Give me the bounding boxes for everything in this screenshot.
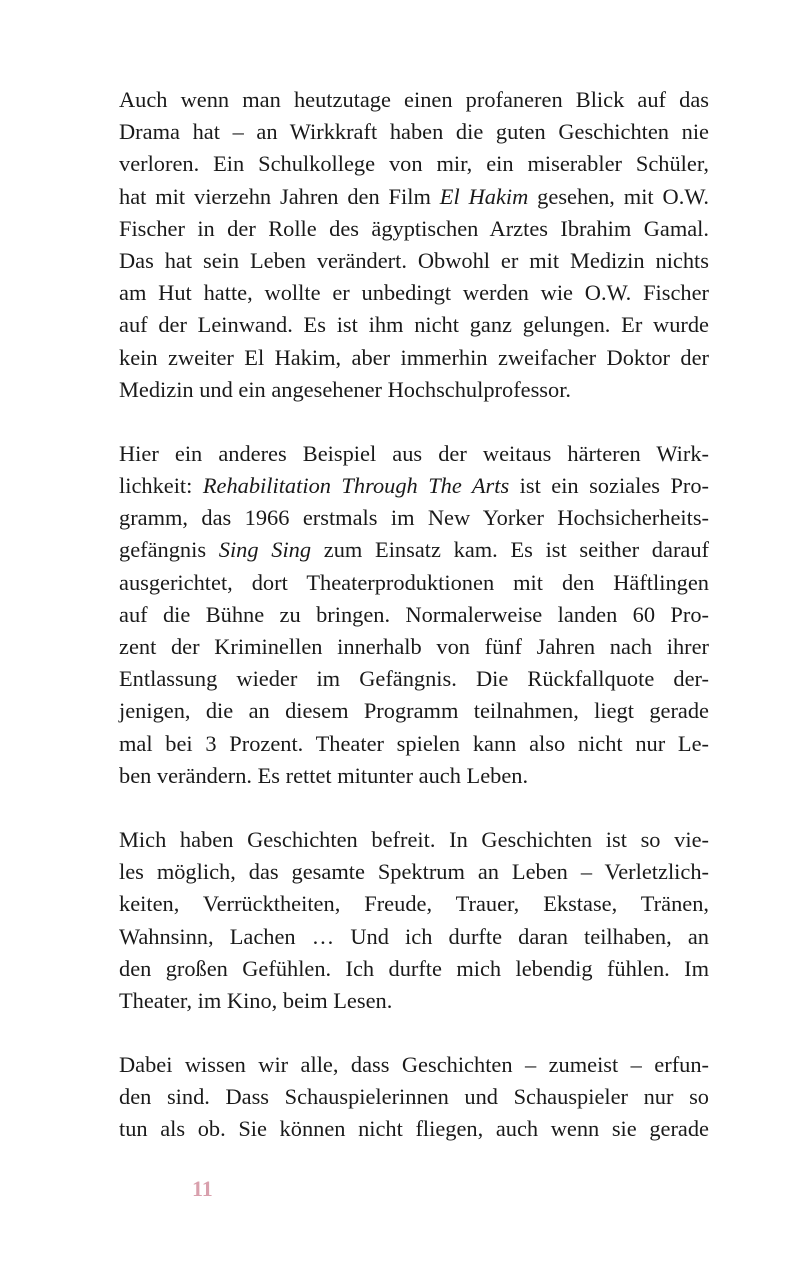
text-run: Medizin und ein angesehener Hochschulprofessor. (119, 376, 572, 402)
paragraph (119, 1049, 709, 1146)
text-line (119, 824, 709, 856)
text-line (119, 663, 709, 695)
text-line (119, 953, 709, 985)
text-line (119, 921, 709, 953)
text-line (119, 695, 709, 727)
text-line (119, 148, 709, 180)
text-run: den großen Gefühlen. Ich durfte mich lebendig fühlen. Im (119, 955, 709, 981)
text-run: tun als ob. Sie können nicht fliegen, auch wenn sie gerade (119, 1116, 709, 1142)
text-line (119, 985, 709, 1017)
text-run: mal bei 3 Prozent. Theater spielen kann also nicht nur Le- (119, 730, 709, 756)
text-run: Wahnsinn, Lachen … Und ich durfte daran teilhaben, an (119, 923, 709, 949)
text-run: Mich haben Geschichten befreit. In Geschichten ist so vie- (119, 826, 709, 852)
text-line (119, 534, 709, 566)
text-line (119, 1081, 709, 1113)
text-run: Auch wenn man heutzutage einen profaneren Blick auf das (119, 87, 709, 112)
text-line (119, 277, 709, 309)
text-run: kein zweiter El Hakim, aber immerhin zweifacher Doktor der (119, 344, 709, 370)
text-run: den sind. Dass Schauspielerinnen und Schauspieler nur so (119, 1084, 709, 1110)
text-line (119, 342, 709, 374)
text-run: Hier ein anderes Beispiel aus der weitaus härteren Wirk- (119, 440, 709, 466)
paragraph (119, 438, 709, 792)
text-line (119, 181, 709, 213)
text-run: zent der Kriminellen innerhalb von fünf Jahren nach ihrer (119, 634, 709, 659)
text-run: gramm, das 1966 erstmals im New Yorker Hochsicherheits- (119, 505, 709, 531)
text-line (119, 438, 709, 470)
text-line (119, 888, 709, 920)
italic-title: Rehabilitation Through The Arts (202, 473, 510, 499)
text-run: Dabei wissen wir alle, dass Geschichten – zumeist – erfun- (119, 1052, 709, 1078)
text-run: gesehen, mit O.W. (528, 183, 709, 209)
text-run: Drama hat – an Wirkkraft haben die guten Geschichten nie (119, 119, 709, 145)
text-line (119, 309, 709, 341)
text-run: lichkeit: (119, 473, 203, 499)
text-run: Fischer in der Rolle des ägyptischen Arztes Ibrahim Gamal. (119, 215, 709, 241)
italic-title: El Hakim (439, 183, 529, 209)
text-line (119, 1049, 709, 1081)
text-line (119, 374, 709, 406)
text-run: ausgerichtet, dort Theaterproduktionen mit den Häftlingen (119, 569, 709, 595)
text-run: keiten, Verrücktheiten, Freude, Trauer, Ekstase, Tränen, (119, 891, 709, 917)
text-run: ben verändern. Es rettet mitunter auch Leben. (119, 762, 529, 788)
text-line (119, 470, 709, 502)
text-run: auf der Leinwand. Es ist ihm nicht ganz gelungen. Er wurde (119, 312, 709, 338)
text-run: Das hat sein Leben verändert. Obwohl er mit Medizin nichts (119, 247, 709, 273)
text-line (119, 502, 709, 534)
text-run: zum Einsatz kam. Es ist seither darauf (311, 537, 709, 563)
text-run: am Hut hatte, wollte er unbedingt werden wie O.W. Fischer (119, 280, 709, 306)
text-run: Entlassung wieder im Gefängnis. Die Rückfallquote der- (119, 666, 709, 692)
text-line (119, 760, 709, 792)
text-run: jenigen, die an diesem Programm teilnahmen, liegt gerade (119, 698, 709, 724)
page-number: 11 (192, 1176, 213, 1201)
text-run: les möglich, das gesamte Spektrum an Leben – Verletzlich- (119, 859, 709, 885)
text-run: hat mit vierzehn Jahren den Film (119, 183, 440, 209)
text-line (119, 245, 709, 277)
paragraph (119, 84, 709, 406)
text-line (119, 213, 709, 245)
body-text (119, 84, 709, 1178)
text-run: ist ein soziales Pro- (509, 473, 710, 499)
text-line (119, 116, 709, 148)
text-run: Theater, im Kino, beim Lesen. (119, 987, 393, 1013)
paragraph (119, 824, 709, 1017)
text-run: verloren. Ein Schulkollege von mir, ein miserabler Schüler, (119, 151, 709, 177)
text-line (119, 84, 709, 116)
text-line (119, 567, 709, 599)
text-run: gefängnis (119, 537, 219, 563)
text-line (119, 728, 709, 760)
text-line (119, 1113, 709, 1145)
text-line (119, 856, 709, 888)
italic-title: Sing Sing (218, 537, 312, 563)
text-line (119, 631, 709, 663)
text-line (119, 599, 709, 631)
text-run: auf die Bühne zu bringen. Normalerweise landen 60 Pro- (119, 601, 709, 627)
